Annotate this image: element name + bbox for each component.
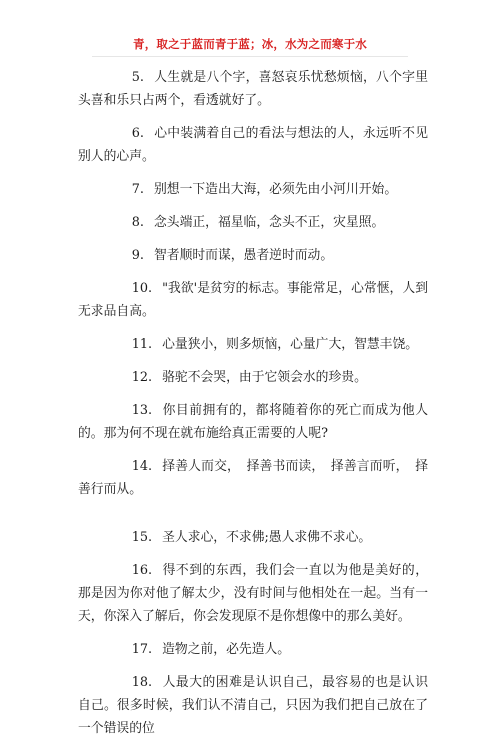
- quote-text: 得不到的东西，我们会一直以为他是美好的，那是因为你对他了解太少，没有时间与他相处在一起。当有一天，你深入了解后，你会发现原不是你想像中的那么美好。: [78, 563, 428, 624]
- blank-line: [78, 511, 428, 526]
- quote-number: 16.: [131, 563, 153, 578]
- quote-text: "我欲'是贫穷的标志。事能常足，心常惬，人到无求品自高。: [78, 281, 428, 319]
- quote-item-14: [78, 455, 428, 501]
- quote-number: 15.: [131, 530, 153, 545]
- quote-text: 心量狭小，则多烦恼，心量广大，智慧丰饶。: [162, 337, 419, 352]
- quote-item-9: [78, 244, 428, 267]
- quote-item-8: [78, 211, 428, 234]
- quote-item-16: [78, 559, 428, 628]
- quote-text: 骆驼不会哭，由于它领会水的珍贵。: [162, 370, 367, 385]
- quote-number: 14.: [131, 459, 153, 474]
- quote-number: 7.: [131, 182, 144, 197]
- quote-list: [78, 66, 428, 750]
- quote-item-17: [78, 638, 428, 661]
- quote-item-13: [78, 399, 428, 445]
- quote-number: 6.: [131, 126, 144, 141]
- quote-text: 人最大的困难是认识自己，最容易的也是认识自己。很多时候，我们认不清自己，只因为我们把自己放在了一个错误的位: [78, 675, 428, 736]
- quote-number: 12.: [131, 370, 153, 385]
- quote-number: 9.: [131, 248, 144, 263]
- quote-number: 17.: [131, 642, 153, 657]
- quote-text: 圣人求心，不求佛;愚人求佛不求心。: [162, 530, 372, 545]
- quote-number: 18.: [131, 675, 153, 690]
- quote-text: 造物之前，必先造人。: [162, 642, 291, 657]
- quote-text: 你目前拥有的，都将随着你的死亡而成为他人的。那为何不现在就布施给真正需要的人呢?: [78, 403, 428, 441]
- quote-number: 11.: [131, 337, 153, 352]
- header-divider: [92, 56, 408, 57]
- quote-text: 择善人而交， 择善书而读， 择善言而听， 择善行而从。: [78, 459, 428, 497]
- quote-text: 人生就是八个字，喜怒哀乐忧愁烦恼，八个字里头喜和乐只占两个，看透就好了。: [78, 70, 428, 108]
- quote-item-15: [78, 526, 428, 549]
- quote-text: 智者顺时而谋，愚者逆时而动。: [153, 248, 334, 263]
- quote-item-18: [78, 671, 428, 740]
- quote-number: 8.: [131, 215, 144, 230]
- quote-item-12: [78, 366, 428, 389]
- quote-item-11: [78, 333, 428, 356]
- quote-number: 10.: [131, 281, 153, 296]
- quote-text: 念头端正，福星临，念头不正，灾星照。: [153, 215, 385, 230]
- quote-text: 别想一下造出大海，必须先由小河川开始。: [153, 182, 398, 197]
- quote-text: 心中装满着自己的看法与想法的人，永远听不见别人的心声。: [78, 126, 428, 164]
- quote-number: 13.: [131, 403, 153, 418]
- quote-item-10: [78, 277, 428, 323]
- page-header-title: 青，取之于蓝而青于蓝；冰，水为之而寒于水: [133, 37, 367, 51]
- quote-item-6: [78, 122, 428, 168]
- quote-item-5: [78, 66, 428, 112]
- quote-item-7: [78, 178, 428, 201]
- quote-number: 5.: [131, 70, 144, 85]
